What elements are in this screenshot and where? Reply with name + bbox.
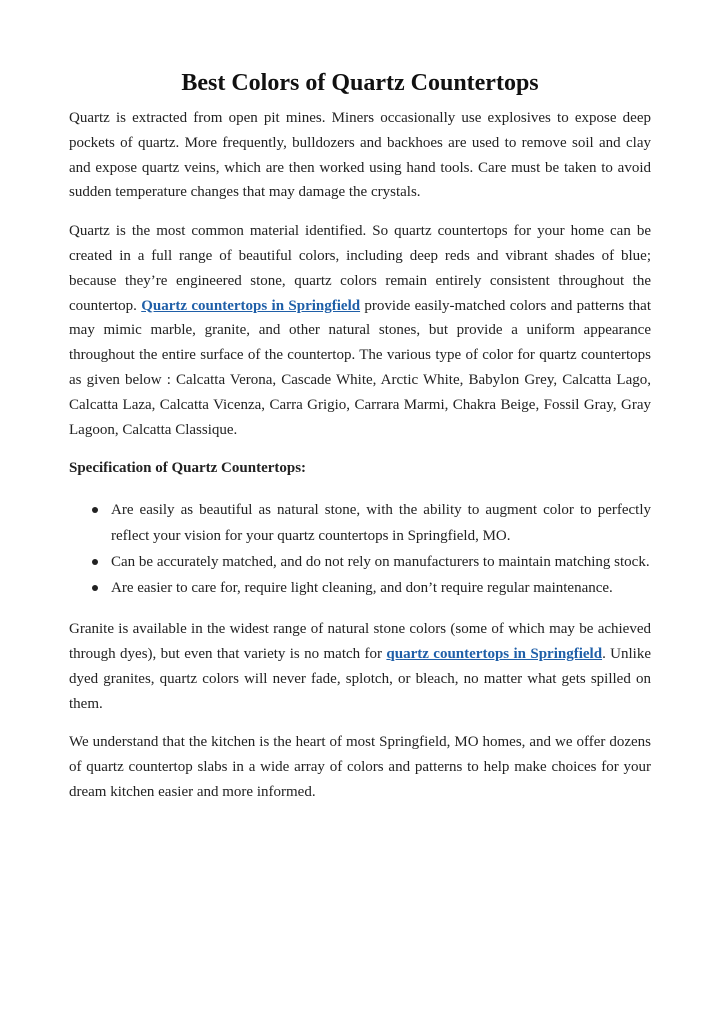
list-item — [111, 497, 651, 549]
specification-list — [69, 497, 651, 601]
quartz-countertops-springfield-link[interactable]: Quartz countertops in Springfield — [141, 297, 361, 314]
colors-paragraph-text-before: Quartz is the most common material identified. So quartz countertops for your home can be created in a full range of beautiful colors, including deep reds and vibrant shades of blue; because they’re engineered stone, quartz colors remain entirely consistent throughout the countertop. — [69, 223, 651, 314]
granite-paragraph-text-after: . Unlike dyed granites, quartz colors will never fade, splotch, or bleach, no matter what gets spilled on them. — [69, 645, 652, 712]
colors-paragraph-text-after: provide easily-matched colors and patterns that may mimic marble, granite, and other natural stones, but provide a uniform appearance throughout the entire surface of the countertop. The various type of color for quartz countertops as given below : Calcatta Verona, Cascade White, Arctic White, Babylon Grey, Calcatta Lago, Calcatta Laza, Calcatta Vicenza, Carra Grigio, Carrara Marmi, Chakra Beige, Fossil Gray, Gray Lagoon, Calcatta Classique. — [69, 297, 651, 438]
closing-paragraph: We understand that the kitchen is the heart of most Springfield, MO homes, and we offer dozens of quartz countertop slabs in a wide array of colors and patterns to help make choices for your dream kitchen easier and more informed. — [69, 734, 651, 800]
granite-paragraph — [69, 617, 651, 716]
list-item-text: Can be accurately matched, and do not rely on manufacturers to maintain matching stock. — [111, 554, 650, 571]
bullet-icon — [92, 559, 98, 565]
bullet-icon — [92, 507, 98, 513]
granite-paragraph-text-before: Granite is available in the widest range of natural stone colors (some of which may be achieved through dyes), but even that variety is no match for — [69, 621, 651, 662]
document-page — [69, 64, 651, 819]
list-item — [111, 549, 651, 575]
page-title: Best Colors of Quartz Countertops — [181, 70, 539, 96]
quartz-countertops-in-springfield-link[interactable]: quartz countertops in Springfield — [386, 645, 603, 662]
specification-heading: Specification of Quartz Countertops: — [69, 460, 307, 477]
list-item-text: Are easier to care for, require light cleaning, and don’t require regular maintenance. — [111, 580, 613, 597]
list-item — [111, 575, 651, 601]
colors-paragraph — [69, 219, 651, 442]
intro-paragraph: Quartz is extracted from open pit mines. Miners occasionally use explosives to expose deep pockets of quartz. More frequently, bulldozers and backhoes are used to remove soil and clay and expose quartz veins, which are then worked using hand tools. Care must be taken to avoid sudden temperature changes that may damage the crystals. — [69, 110, 651, 201]
list-item-text: Are easily as beautiful as natural stone, with the ability to augment color to perfectly reflect your vision for your quartz countertops in Springfield, MO. — [111, 502, 651, 545]
bullet-icon — [92, 585, 98, 591]
